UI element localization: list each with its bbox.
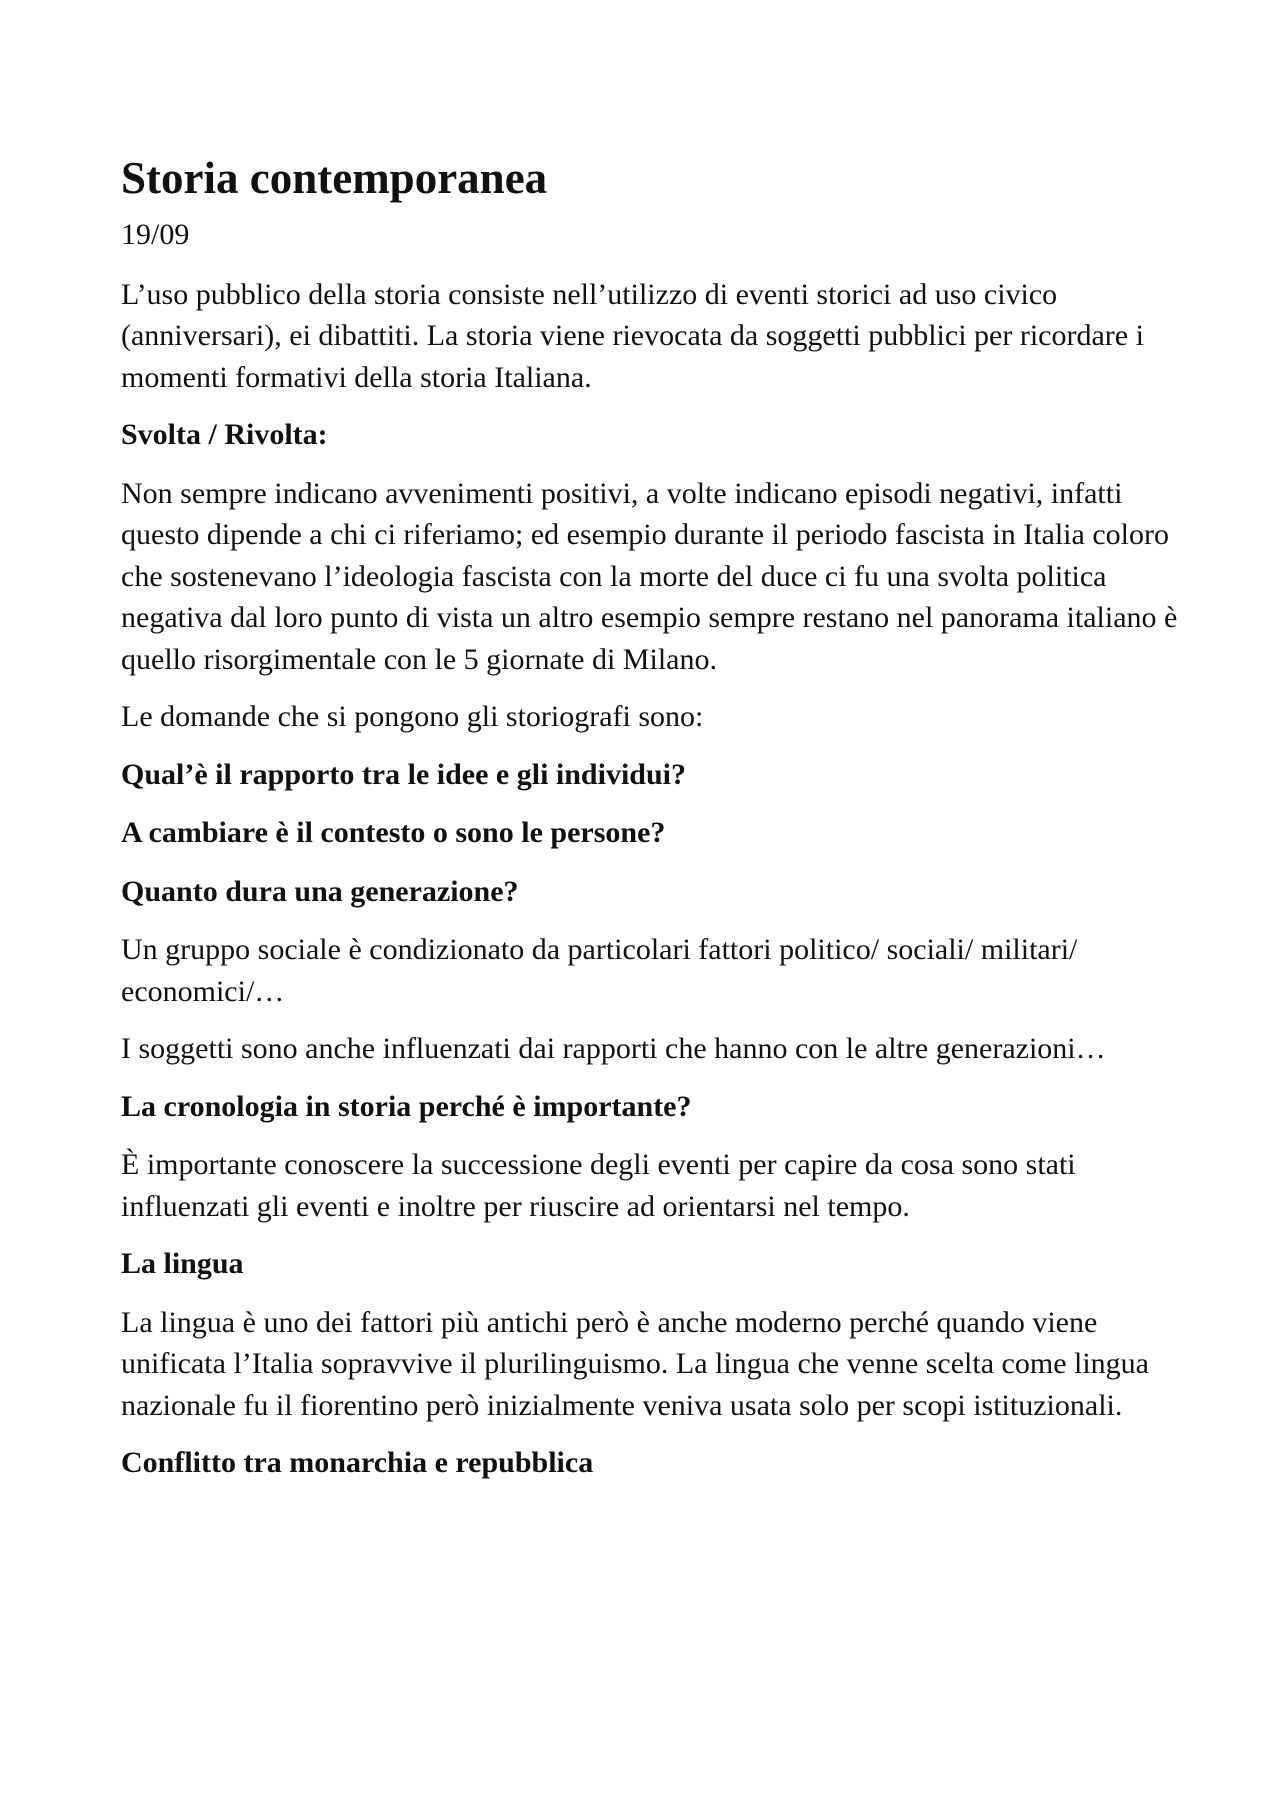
heading-svolta: Svolta / Rivolta:	[121, 418, 328, 451]
document-page	[121, 150, 1181, 1501]
heading-conflitto: Conflitto tra monarchia e repubblica	[121, 1446, 594, 1479]
paragraph-intro: L’uso pubblico della storia consiste nell’utilizzo di eventi storici ad uso civico (anniversari), ei dibattiti. La storia viene rievocata da soggetti pubblici per ricordare i momenti formativi della storia Italiana.	[121, 277, 1144, 394]
paragraph-soggetti: I soggetti sono anche influenzati dai rapporti che hanno con le altre generazioni…	[121, 1032, 1106, 1065]
heading-cronologia: La cronologia in storia perché è importante?	[121, 1089, 692, 1123]
heading-lingua: La lingua	[121, 1247, 244, 1280]
document-title: Storia contemporanea	[121, 153, 548, 203]
question-2: A cambiare è il contesto o sono le persone?	[121, 816, 666, 849]
paragraph-cronologia: È importante conoscere la successione degli eventi per capire da cosa sono stati influenzati gli eventi e inoltre per riuscire ad orientarsi nel tempo.	[121, 1148, 1076, 1223]
question-1: Qual’è il rapporto tra le idee e gli individui?	[121, 757, 686, 791]
document-date: 19/09	[121, 218, 190, 251]
question-3: Quanto dura una generazione?	[121, 874, 519, 908]
paragraph-domande: Le domande che si pongono gli storiografi sono:	[121, 700, 704, 733]
paragraph-gruppo: Un gruppo sociale è condizionato da particolari fattori politico/ sociali/ militari/ economici/…	[121, 933, 1078, 1008]
paragraph-svolta: Non sempre indicano avvenimenti positivi, a volte indicano episodi negativi, infatti questo dipende a chi ci riferiamo; ed esempio durante il periodo fascista in Italia coloro che sostenevano l’ideologia fascista con la morte del duce ci fu una svolta politica negativa dal loro punto di vista un altro esempio sempre restano nel panorama italiano è quello risorgimentale con le 5 giornate di Milano.	[121, 476, 1178, 676]
paragraph-lingua: La lingua è uno dei fattori più antichi però è anche moderno perché quando viene unificata l’Italia sopravvive il plurilinguismo. La lingua che venne scelta come lingua nazionale fu il fiorentino però inizialmente veniva usata solo per scopi istituzionali.	[121, 1305, 1149, 1422]
